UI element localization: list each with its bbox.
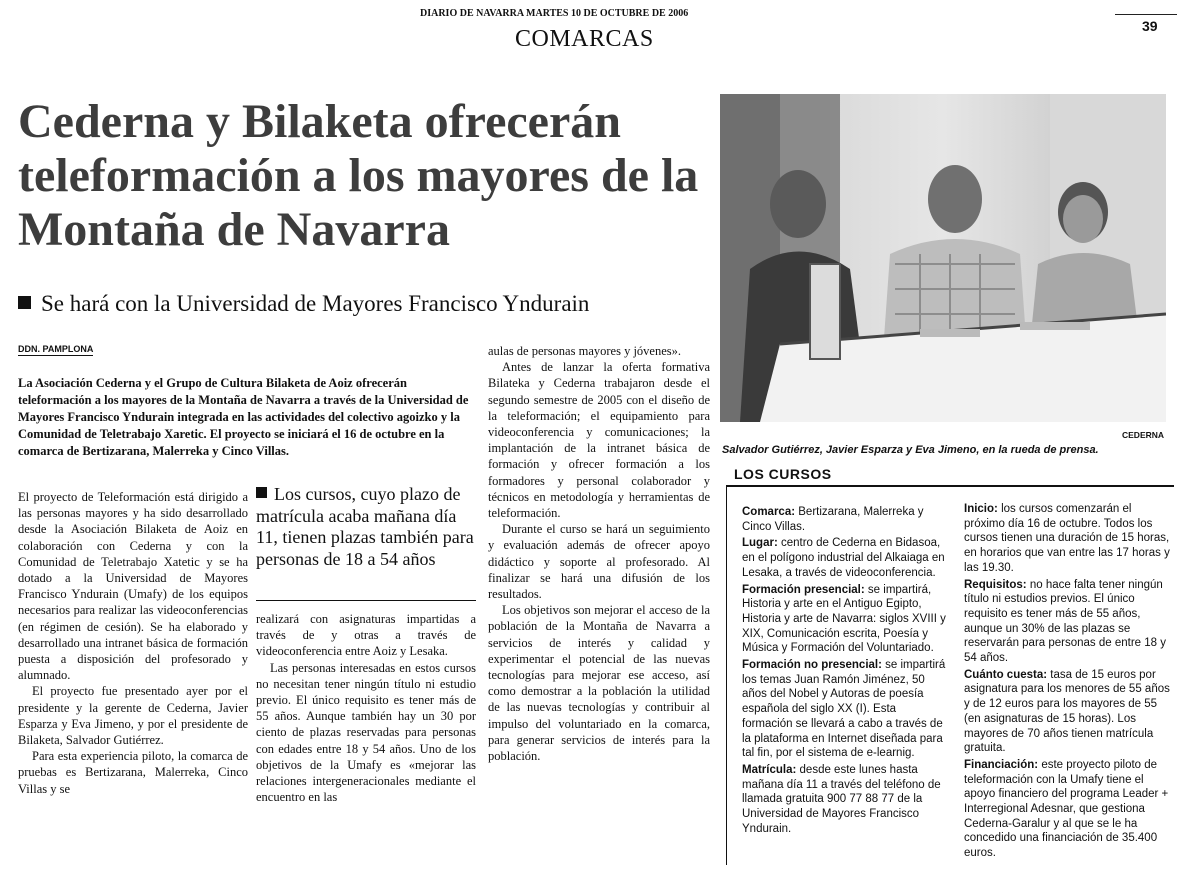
photo-caption: Salvador Gutiérrez, Javier Esparza y Eva Jimeno, en la rueda de prensa. <box>722 444 1099 456</box>
paragraph: El proyecto fue presentado ayer por el presidente y la gerente de Cederna, Javier Esparza y Eva Jimeno, y por el presidente de Bilaketa, Salvador Gutiérrez. <box>18 684 248 748</box>
box-item-label: Formación presencial: <box>742 583 865 596</box>
box-item-label: Matrícula: <box>742 763 797 776</box>
box-item-matricula <box>742 763 947 837</box>
box-item-lugar <box>742 536 947 580</box>
paragraph: El proyecto de Teleformación está dirigido a las personas mayores y ha sido desarrollado desde la Asociación Bilaketa de Aoiz en colaboración con Cederna y con la Comunidad de Teletrabajo Xatetic y se ha dotado a la Universidad de Mayores Francisco Yndurain (Umafy) de los equipos necesarios para realizar las videoconferencias (en régimen de cesión). Se ha elaborado y desarrollado una intranet básica de formación puesta a disposición del profesorado y alumnado. <box>18 490 248 683</box>
paragraph: realizará con asignaturas impartidas a través de y otras a través de videoconferencia entre Aoiz y Lesaka. <box>256 612 476 659</box>
byline: DDN. PAMPLONA <box>18 344 94 354</box>
box-item-label: Inicio: <box>964 503 998 515</box>
box-left-rule <box>726 485 727 865</box>
box-item-text: desde este lunes hasta mañana día 11 a través del teléfono de llamada gratuita 900 77 88 77 de la Universidad de Mayores Francisco Yndurain. <box>742 763 941 835</box>
paragraph: Para esta experiencia piloto, la comarca de pruebas es Bertizarana, Malerreka, Cinco Villas y se <box>18 749 248 796</box>
pull-quote-text: Los cursos, cuyo plazo de matrícula acaba mañana día 11, tienen plazas también para personas de 18 a 54 años <box>256 484 474 569</box>
paragraph: Antes de lanzar la oferta formativa Bilateka y Cederna trabajaron desde el segundo semestre de 2005 con el diseño de la teleformación; el equipamiento para videoconferencia y comunicaciones; la implantación de la intranet básica de formación y ofrecer formación a los formadores y personal colaborador y técnicos en metodología y herramientas de teleformación. <box>488 360 710 521</box>
box-item-financiacion <box>964 758 1172 861</box>
box-item-label: Formación no presencial: <box>742 659 882 672</box>
masthead-date: DIARIO DE NAVARRA MARTES 10 DE OCTUBRE DE 2006 <box>420 8 689 19</box>
press-conference-photo <box>720 94 1166 422</box>
box-rule <box>726 485 1174 487</box>
box-item-label: Financiación: <box>964 758 1039 771</box>
box-item-label: Cuánto cuesta: <box>964 668 1048 681</box>
box-item-text: los cursos comenzarán el próximo día 16 de octubre. Todos los cursos tienen una duración de 15 horas, en horarios que van entre las 17 horas y las 19.30. <box>964 503 1170 574</box>
deck-text: Se hará con la Universidad de Mayores Francisco Yndurain <box>41 291 590 316</box>
box-item-formacion-no-presencial <box>742 658 947 761</box>
page-number: 39 <box>1142 18 1158 34</box>
bullet-square-icon <box>256 487 267 498</box>
box-item-inicio <box>964 502 1172 576</box>
box-item-label: Requisitos: <box>964 578 1027 591</box>
paragraph: Los objetivos son mejorar el acceso de la población de la Montaña de Navarra a servicios de interés y calidad y experimentar el potencial de las nuevas tecnologías para mejorar ese acceso, así como demostrar a la población la utilidad de las nuevas tecnologías y contribuir al impulso del voluntariado en la comarca, para generar servicios de interés para la población. <box>488 603 710 764</box>
pull-quote-rule <box>256 600 476 601</box>
box-item-text: centro de Cederna en Bidasoa, en el polígono industrial del Alkaiaga en Lesaka, a través de videoconferencia. <box>742 537 945 579</box>
box-item-label: Lugar: <box>742 537 778 550</box>
box-title: LOS CURSOS <box>734 466 832 482</box>
article-column-3 <box>488 343 710 764</box>
paragraph: Durante el curso se hará un seguimiento y evaluación además de ofrecer apoyo didáctico y soporte al profesorado. Al finalizar se hará una difusión de los resultados. <box>488 522 710 602</box>
pull-quote <box>256 484 476 570</box>
article-headline: Cederna y Bilaketa ofrecerán teleformación a los mayores de la Montaña de Navarra <box>18 95 699 256</box>
paragraph: Las personas interesadas en estos cursos no necesitan tener ningún título ni estudio previo. El único requisito es tener más de 55 años. Aunque también hay un 30 por ciento de plazas reservadas para personas con edades entre 18 y 54 años. Uno de los objetivos de la Umafy es «mejorar las relaciones intergeneracionales mediante el encuentro en las <box>256 660 476 805</box>
courses-box-column-1 <box>742 505 947 838</box>
box-item-text: tasa de 15 euros por asignatura para los menores de 55 años y de 12 euros para los mayores de 55 (en asignaturas de 15 horas). Los mayores de 70 años tienen matrícula gratuita. <box>964 668 1170 755</box>
box-item-formacion-presencial <box>742 583 947 657</box>
article-column-2 <box>256 611 476 805</box>
box-item-label: Comarca: <box>742 506 796 518</box>
box-item-text: este proyecto piloto de teleformación con la Umafy tiene el apoyo financiero del programa Leader + Interregional Adesnar, que gestiona Cederna-Garalur y al que se le ha concedido una financiación de 35.400 euros. <box>964 758 1169 860</box>
box-item-cuanto-cuesta <box>964 668 1172 756</box>
box-item-text: no hace falta tener ningún título ni estudios previos. El único requisito es tener más de 55 años, aunque un 30% de las plazas se reservarán para personas de entre 18 y 54 años. <box>964 578 1167 665</box>
article-lead: La Asociación Cederna y el Grupo de Cultura Bilaketa de Aoiz ofrecerán teleformación a los mayores de la Montaña de Navarra a través de la Universidad de Mayores Francisco Yndurain integrada en las actividades del colectivo agoizko y la Comunidad de Teletrabajo Xaretic. El proyecto se iniciará el 16 de octubre en la comarca de Bertizarana, Malerreka y Cinco Villas. <box>18 376 469 458</box>
paragraph: aulas de personas mayores y jóvenes». <box>488 344 681 358</box>
box-item-text: Bertizarana, Malerreka y Cinco Villas. <box>742 506 924 533</box>
box-item-text: se impartirá los temas Juan Ramón Jiménez, 50 años del Nobel y Autoras de poesía española del siglo XX (I). Esta formación se llevará a cabo a través de la plataforma en Internet diseñada para tal fin, por el sistema de e-learnig. <box>742 659 946 760</box>
courses-box-column-2 <box>964 502 1172 863</box>
photo-credit: CEDERNA <box>1122 430 1165 440</box>
article-deck <box>18 291 708 317</box>
box-item-text: se impartirá, Historia y arte en el Antiguo Egipto, Historia y arte de Navarra: siglos XVIII y XIX, Comunicación escrita, Poesía y Música y Formación del Voluntariado. <box>742 583 946 655</box>
masthead-rule <box>1115 14 1177 15</box>
box-item-comarca <box>742 505 947 534</box>
article-column-1 <box>18 489 248 797</box>
box-item-requisitos <box>964 578 1172 666</box>
bullet-square-icon <box>18 296 31 309</box>
section-title: COMARCAS <box>515 26 654 52</box>
